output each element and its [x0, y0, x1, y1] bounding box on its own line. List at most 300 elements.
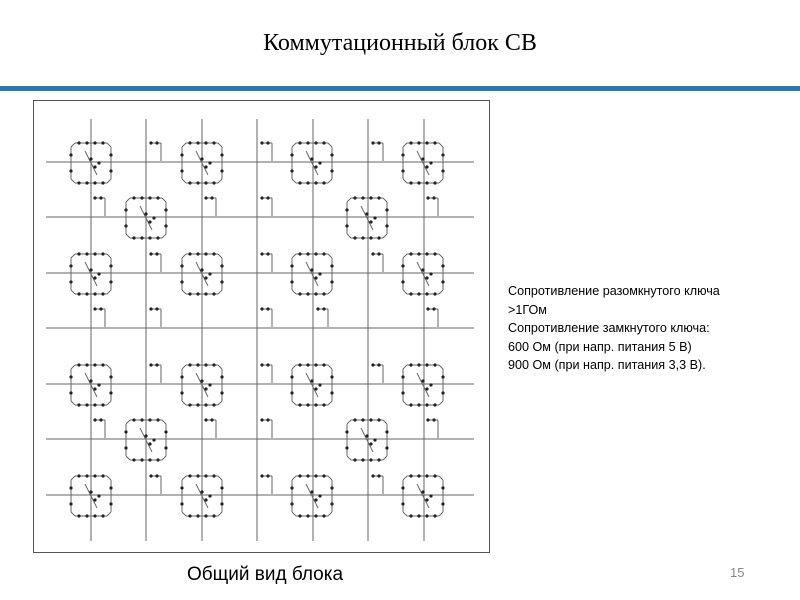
block-edge: [182, 512, 186, 516]
block-edge: [403, 143, 407, 147]
switch-node: [426, 307, 429, 310]
switch-node: [212, 474, 215, 477]
switch-node: [290, 264, 293, 267]
switch-node: [220, 391, 223, 394]
switch-node: [417, 181, 420, 184]
switch-node: [314, 276, 317, 279]
switch-node: [188, 403, 191, 406]
switch-node: [290, 486, 293, 489]
switch-node: [433, 141, 436, 144]
switch-node: [318, 161, 321, 164]
switch-node: [196, 181, 199, 184]
switch-node: [77, 141, 80, 144]
block-edge: [107, 290, 111, 294]
switch-node: [69, 375, 72, 378]
block-edge: [182, 365, 186, 369]
switch-node: [156, 196, 159, 199]
switch-node: [322, 292, 325, 295]
switch-node: [385, 430, 388, 433]
switch-node: [322, 307, 325, 310]
switch-node: [318, 494, 321, 497]
switch-node: [212, 363, 215, 366]
switch-node: [401, 502, 404, 505]
block-edge: [328, 476, 332, 480]
switch-node: [377, 458, 380, 461]
block-edge: [403, 365, 407, 369]
switch-node: [298, 514, 301, 517]
switch-node: [409, 141, 412, 144]
switch-node: [210, 418, 213, 421]
block-edge: [107, 143, 111, 147]
page-number: 15: [730, 565, 745, 580]
switch-node: [377, 418, 380, 421]
switch-node: [164, 430, 167, 433]
switch-node: [132, 458, 135, 461]
switch-node: [85, 181, 88, 184]
switch-node: [109, 502, 112, 505]
switch-node: [152, 216, 155, 219]
switch-node: [369, 442, 372, 445]
switch-node: [409, 292, 412, 295]
description-line-4: 600 Ом (при напр. питания 5 В): [508, 339, 692, 354]
switch-node: [164, 208, 167, 211]
switch-node: [373, 438, 376, 441]
switch-node: [196, 252, 199, 255]
switch-node: [425, 474, 428, 477]
switch-node: [140, 196, 143, 199]
block-edge: [126, 198, 130, 202]
switch-node: [93, 181, 96, 184]
switch-node: [93, 363, 96, 366]
switch-node: [260, 141, 263, 144]
switch-node: [109, 264, 112, 267]
switch-node: [85, 141, 88, 144]
block-edge: [403, 401, 407, 405]
switch-node: [429, 494, 432, 497]
switch-node: [220, 264, 223, 267]
switch-node: [101, 514, 104, 517]
block-edge: [218, 365, 222, 369]
switch-node: [306, 474, 309, 477]
switch-node: [330, 486, 333, 489]
switch-node: [212, 403, 215, 406]
switch-node: [156, 458, 159, 461]
description-line-1: Сопротивление разомкнутого ключа: [508, 284, 720, 298]
switch-node: [93, 514, 96, 517]
switch-node: [204, 387, 207, 390]
switch-node: [148, 458, 151, 461]
switch-node: [204, 514, 207, 517]
switch-node: [316, 307, 319, 310]
switch-node: [140, 458, 143, 461]
switch-node: [164, 446, 167, 449]
block-edge: [182, 401, 186, 405]
block-edge: [328, 254, 332, 258]
switch-node: [306, 292, 309, 295]
switch-node: [69, 486, 72, 489]
switch-node: [89, 490, 92, 493]
switch-node: [298, 141, 301, 144]
switch-node: [314, 141, 317, 144]
switch-node: [371, 252, 374, 255]
switch-node: [69, 169, 72, 172]
switch-node: [433, 474, 436, 477]
switch-node: [409, 474, 412, 477]
switch-node: [93, 276, 96, 279]
switch-node: [260, 363, 263, 366]
switch-node: [180, 502, 183, 505]
switch-node: [101, 181, 104, 184]
switch-node: [212, 292, 215, 295]
block-edge: [71, 254, 75, 258]
switch-node: [330, 264, 333, 267]
switch-node: [290, 375, 293, 378]
block-edge: [71, 143, 75, 147]
switch-node: [77, 292, 80, 295]
block-edge: [383, 456, 387, 460]
switch-node: [345, 446, 348, 449]
figure-caption: Общий вид блока: [186, 564, 344, 585]
switch-node: [155, 474, 158, 477]
switch-node: [220, 486, 223, 489]
block-edge: [126, 234, 130, 238]
switch-node: [322, 181, 325, 184]
switch-node: [200, 379, 203, 382]
switch-node: [196, 403, 199, 406]
switch-node: [148, 220, 151, 223]
switch-node: [330, 375, 333, 378]
switch-node: [101, 252, 104, 255]
switch-node: [69, 264, 72, 267]
block-edge: [439, 179, 443, 183]
switch-node: [220, 153, 223, 156]
block-edge: [218, 290, 222, 294]
switch-node: [204, 363, 207, 366]
block-edge: [218, 254, 222, 258]
switch-node: [433, 181, 436, 184]
switch-node: [188, 141, 191, 144]
switch-node: [306, 181, 309, 184]
block-switch: [306, 373, 318, 397]
block-edge: [182, 143, 186, 147]
switch-node: [361, 196, 364, 199]
switch-node: [149, 141, 152, 144]
block-edge: [218, 179, 222, 183]
switch-node: [180, 280, 183, 283]
description-line-5: 900 Ом (при напр. питания 3,3 В).: [508, 358, 706, 373]
switch-node: [401, 264, 404, 267]
switch-node: [204, 181, 207, 184]
block-edge: [439, 254, 443, 258]
switch-node: [441, 502, 444, 505]
block-edge: [292, 365, 296, 369]
switch-node: [322, 474, 325, 477]
switch-node: [425, 181, 428, 184]
switch-node: [314, 514, 317, 517]
switch-node: [318, 272, 321, 275]
switch-node: [132, 418, 135, 421]
switch-node: [85, 403, 88, 406]
switch-node: [314, 252, 317, 255]
switch-node: [429, 383, 432, 386]
block-edge: [162, 456, 166, 460]
switch-node: [361, 418, 364, 421]
switch-node: [97, 494, 100, 497]
switch-node: [409, 181, 412, 184]
block-edge: [347, 456, 351, 460]
switch-node: [298, 403, 301, 406]
switch-node: [132, 196, 135, 199]
switch-node: [85, 474, 88, 477]
switch-node: [180, 169, 183, 172]
block-switch: [306, 151, 318, 175]
switch-node: [266, 363, 269, 366]
switch-node: [266, 474, 269, 477]
switch-node: [401, 391, 404, 394]
switch-node: [196, 141, 199, 144]
switch-node: [149, 307, 152, 310]
block-edge: [292, 254, 296, 258]
switch-node: [330, 280, 333, 283]
switch-node: [188, 252, 191, 255]
switch-node: [144, 212, 147, 215]
block-edge: [328, 143, 332, 147]
switch-node: [93, 403, 96, 406]
switch-node: [421, 157, 424, 160]
switch-node: [314, 292, 317, 295]
switch-node: [140, 236, 143, 239]
block-switch: [417, 484, 429, 508]
switch-node: [371, 141, 374, 144]
switch-node: [93, 307, 96, 310]
switch-node: [149, 363, 152, 366]
switch-node: [290, 169, 293, 172]
block-edge: [71, 179, 75, 183]
switch-node: [433, 363, 436, 366]
switch-node: [290, 391, 293, 394]
switch-node: [441, 169, 444, 172]
switch-node: [369, 458, 372, 461]
switch-node: [425, 276, 428, 279]
switch-node: [109, 153, 112, 156]
switch-node: [155, 141, 158, 144]
switch-node: [188, 292, 191, 295]
switch-node: [260, 307, 263, 310]
switch-node: [85, 363, 88, 366]
switch-node: [310, 268, 313, 271]
switch-node: [314, 165, 317, 168]
block-edge: [403, 512, 407, 516]
switch-node: [85, 514, 88, 517]
block-edge: [71, 365, 75, 369]
switch-node: [409, 252, 412, 255]
switch-node: [260, 252, 263, 255]
switch-node: [260, 474, 263, 477]
block-switch: [361, 206, 373, 230]
switch-node: [425, 498, 428, 501]
block-edge: [328, 365, 332, 369]
switch-node: [409, 403, 412, 406]
switch-node: [314, 181, 317, 184]
switch-node: [220, 502, 223, 505]
switch-node: [385, 208, 388, 211]
switch-node: [417, 403, 420, 406]
switch-node: [417, 363, 420, 366]
switch-node: [425, 141, 428, 144]
switch-node: [433, 514, 436, 517]
switch-node: [425, 252, 428, 255]
block-edge: [292, 179, 296, 183]
switch-node: [421, 268, 424, 271]
switch-node: [441, 153, 444, 156]
block-switch: [306, 484, 318, 508]
block-edge: [439, 365, 443, 369]
switch-node: [208, 161, 211, 164]
switch-node: [99, 307, 102, 310]
switch-node: [421, 490, 424, 493]
block-edge: [347, 234, 351, 238]
switch-node: [369, 236, 372, 239]
switch-node: [124, 446, 127, 449]
switch-node: [148, 236, 151, 239]
switch-node: [385, 224, 388, 227]
block-edge: [218, 512, 222, 516]
switch-node: [377, 474, 380, 477]
switch-node: [432, 307, 435, 310]
switch-node: [196, 363, 199, 366]
block-edge: [162, 420, 166, 424]
switch-node: [220, 375, 223, 378]
switch-node: [298, 292, 301, 295]
switch-node: [204, 418, 207, 421]
block-edge: [71, 476, 75, 480]
switch-node: [310, 379, 313, 382]
block-edge: [439, 476, 443, 480]
switch-node: [210, 196, 213, 199]
switch-node: [180, 264, 183, 267]
switch-node: [369, 196, 372, 199]
switch-node: [417, 292, 420, 295]
switch-node: [401, 375, 404, 378]
switch-node: [109, 486, 112, 489]
switch-node: [441, 486, 444, 489]
switch-node: [204, 165, 207, 168]
switch-node: [409, 514, 412, 517]
switch-node: [433, 252, 436, 255]
switch-node: [93, 196, 96, 199]
switch-node: [164, 224, 167, 227]
switch-node: [290, 153, 293, 156]
switch-node: [208, 494, 211, 497]
block-edge: [71, 401, 75, 405]
switch-node: [109, 391, 112, 394]
switch-node: [124, 430, 127, 433]
switch-node: [425, 165, 428, 168]
switch-node: [365, 212, 368, 215]
title-divider: [0, 86, 800, 91]
switch-node: [353, 196, 356, 199]
switch-node: [425, 387, 428, 390]
block-edge: [182, 254, 186, 258]
switch-node: [99, 196, 102, 199]
switch-node: [310, 490, 313, 493]
block-edge: [347, 198, 351, 202]
switch-node: [322, 403, 325, 406]
switch-node: [429, 161, 432, 164]
switch-node: [425, 403, 428, 406]
block-switch: [417, 373, 429, 397]
switch-node: [196, 514, 199, 517]
switch-node: [330, 169, 333, 172]
block-edge: [292, 401, 296, 405]
switch-node: [298, 181, 301, 184]
block-edge: [126, 420, 130, 424]
switch-node: [69, 280, 72, 283]
switch-block-diagram: [33, 100, 490, 553]
switch-node: [97, 161, 100, 164]
block-edge: [403, 290, 407, 294]
switch-node: [188, 514, 191, 517]
switch-node: [144, 434, 147, 437]
switch-node: [298, 474, 301, 477]
switch-node: [441, 280, 444, 283]
switch-node: [417, 514, 420, 517]
switch-node: [89, 157, 92, 160]
block-edge: [328, 512, 332, 516]
block-edge: [383, 420, 387, 424]
switch-node: [149, 474, 152, 477]
switch-node: [93, 387, 96, 390]
block-switch: [417, 262, 429, 286]
switch-node: [377, 236, 380, 239]
description-line-3: Сопротивление замкнутого ключа:: [508, 321, 710, 336]
switch-node: [432, 196, 435, 199]
switch-node: [89, 379, 92, 382]
block-edge: [439, 290, 443, 294]
switch-node: [200, 157, 203, 160]
switch-node: [85, 252, 88, 255]
block-edge: [182, 476, 186, 480]
switch-node: [377, 363, 380, 366]
switch-node: [432, 418, 435, 421]
switch-node: [441, 375, 444, 378]
switch-node: [220, 169, 223, 172]
switch-node: [93, 141, 96, 144]
switch-node: [306, 252, 309, 255]
slide-title: Коммутационный блок СВ: [263, 30, 537, 56]
switch-node: [148, 442, 151, 445]
switch-node: [361, 236, 364, 239]
switch-node: [152, 438, 155, 441]
switch-node: [330, 391, 333, 394]
switch-node: [220, 280, 223, 283]
switch-node: [314, 474, 317, 477]
switch-node: [97, 272, 100, 275]
switch-node: [180, 391, 183, 394]
switch-node: [310, 157, 313, 160]
switch-node: [101, 292, 104, 295]
switch-node: [93, 498, 96, 501]
switch-node: [188, 363, 191, 366]
switch-node: [385, 446, 388, 449]
block-switch: [306, 262, 318, 286]
resistance-description: [508, 282, 793, 375]
switch-node: [425, 514, 428, 517]
switch-node: [345, 430, 348, 433]
switch-node: [77, 403, 80, 406]
switch-node: [69, 153, 72, 156]
switch-node: [212, 141, 215, 144]
